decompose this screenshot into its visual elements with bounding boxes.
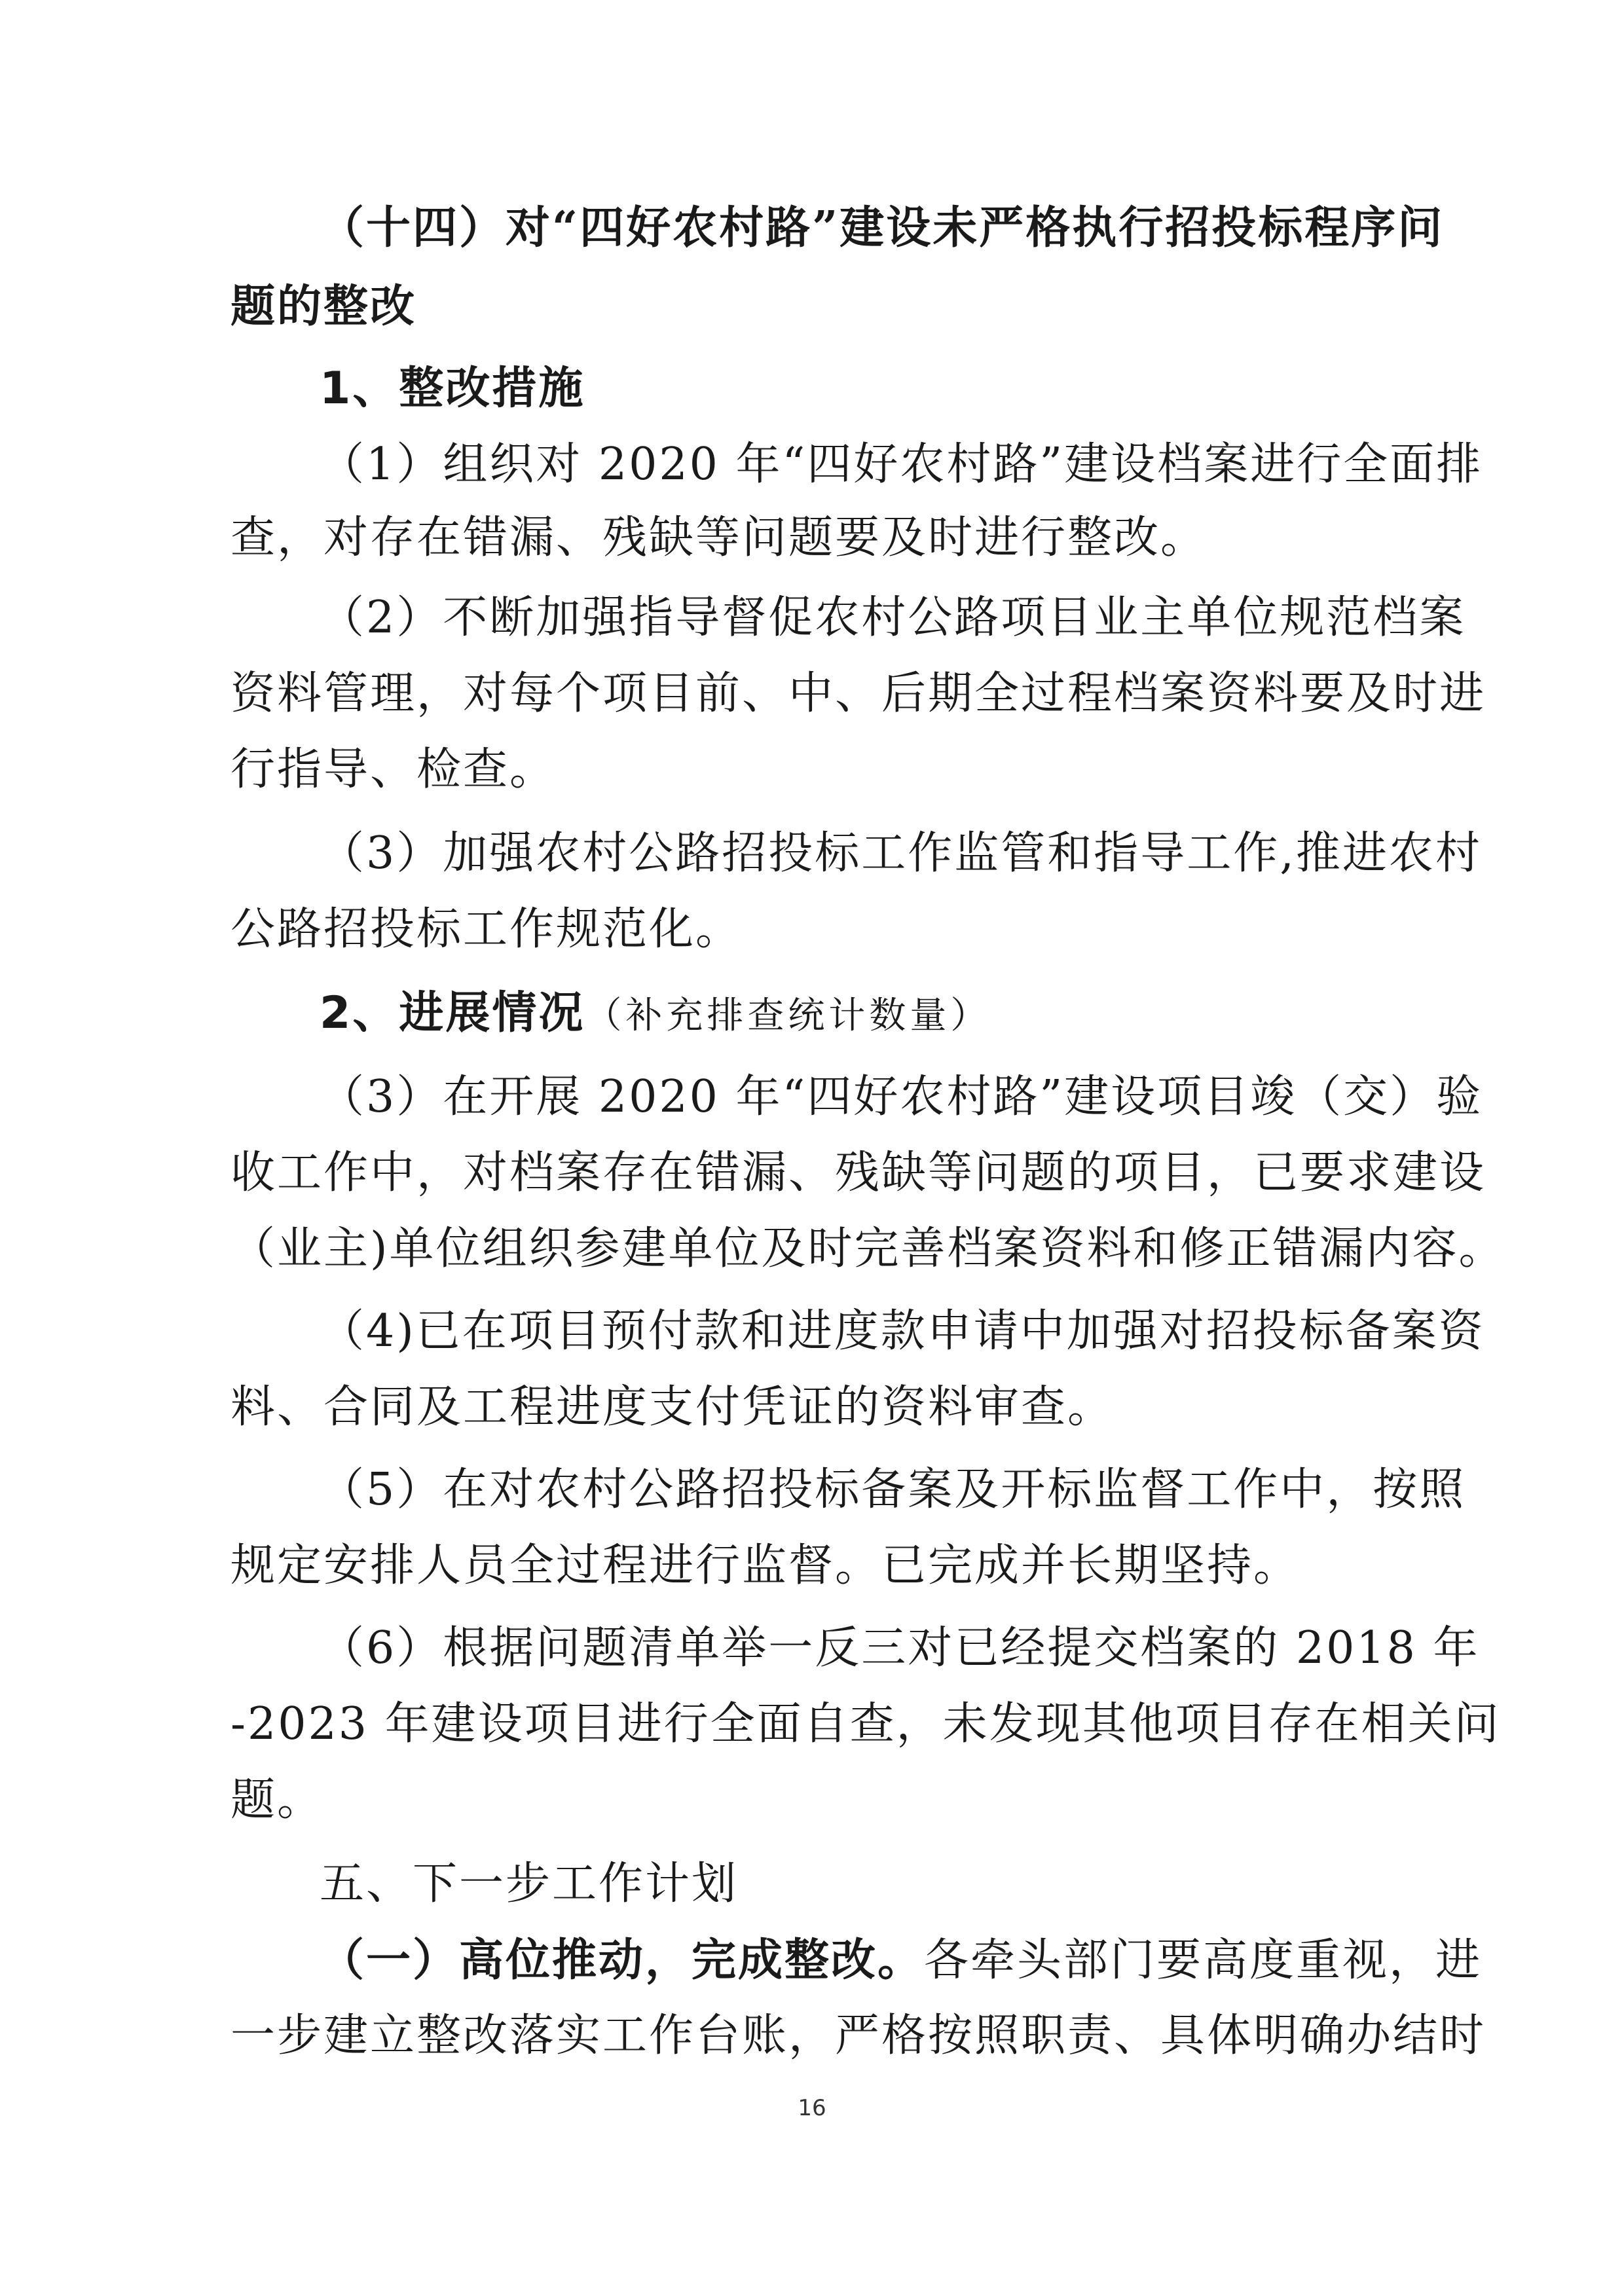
progress-item6-line3: 题。 — [231, 1774, 324, 1826]
progress-item4-line1: （4)已在项目预付款和进度款申请中加强对招投标备案资 — [320, 1305, 1485, 1357]
measure-item2-line1: （2）不断加强指导督促农村公路项目业主单位规范档案 — [320, 592, 1466, 644]
next-plan-item1-line1 — [320, 1929, 1483, 1992]
progress-item3-line1: （3）在开展 2020 年“四好农村路”建设项目竣（交）验 — [320, 1071, 1483, 1123]
progress-item3-line2: 收工作中，对档案存在错漏、残缺等问题的项目，已要求建设 — [231, 1147, 1486, 1199]
measure-item3-line1: （3）加强农村公路招投标工作监管和指导工作,推进农村 — [320, 828, 1482, 879]
measure-item2-line2: 资料管理，对每个项目前、中、后期全过程档案资料要及时进 — [231, 668, 1486, 720]
progress-item5-line1: （5）在对农村公路招投标备案及开标监督工作中，按照 — [320, 1464, 1466, 1516]
progress-item3-line3: （业主)单位组织参建单位及时完善档案资料和修正错漏内容。 — [231, 1223, 1505, 1275]
progress-note: （补充排查统计数量） — [585, 994, 991, 1037]
progress-title: 2、进展情况 — [320, 987, 585, 1039]
measure-item3-line2: 公路招投标工作规范化。 — [231, 903, 743, 955]
progress-title-line — [320, 982, 1396, 1045]
next-plan-item1-heading: （一）高位推动，完成整改。 — [320, 1934, 925, 1986]
progress-item6-line1: （6）根据问题清单举一反三对已经提交档案的 2018 年 — [320, 1622, 1480, 1674]
section-heading-line2: 题的整改 — [231, 280, 417, 333]
progress-item6-line2: -2023 年建设项目进行全面自查，未发现其他项目存在相关问 — [231, 1698, 1501, 1750]
page-number: 16 — [798, 2095, 826, 2121]
measure-item1-line1: （1）组织对 2020 年“四好农村路”建设档案进行全面排 — [320, 439, 1483, 490]
measure-item1-line2: 查，对存在错漏、残缺等问题要及时进行整改。 — [231, 512, 1208, 564]
measures-title: 1、整改措施 — [320, 363, 585, 414]
next-plan-item1-line2: 一步建立整改落实工作台账，严格按照职责、具体明确办结时 — [231, 2010, 1486, 2062]
progress-item4-line2: 料、合同及工程进度支付凭证的资料审查。 — [231, 1381, 1115, 1433]
next-plan-item1-text: 各牵头部门要高度重视，进 — [924, 1935, 1483, 1986]
next-plan-title: 五、下一步工作计划 — [320, 1858, 739, 1910]
section-heading-line1: （十四）对“四好农村路”建设未严格执行招投标程序问 — [320, 202, 1445, 254]
progress-item5-line2: 规定安排人员全过程进行监督。已完成并长期坚持。 — [231, 1540, 1301, 1592]
measure-item2-line3: 行指导、检查。 — [231, 744, 557, 795]
